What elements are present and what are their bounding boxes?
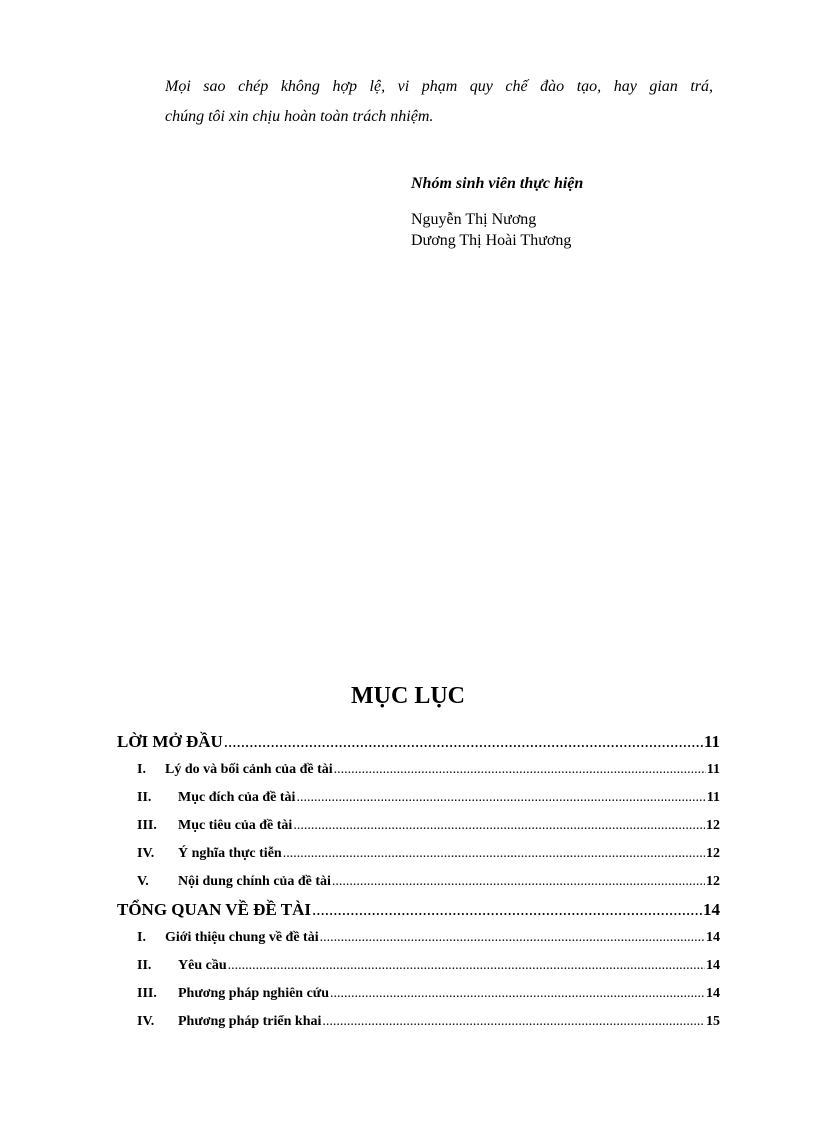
toc-section-label: Phương pháp nghiên cứu [178, 986, 329, 1001]
toc-page-number: 12 [706, 874, 720, 889]
toc-section[interactable] [117, 840, 720, 868]
toc-section-number: V. [137, 874, 149, 889]
toc-section[interactable] [117, 756, 720, 784]
toc-chapter-label: TỔNG QUAN VỀ ĐỀ TÀI [117, 900, 311, 919]
toc-chapter[interactable] [117, 728, 720, 756]
toc-page-number: 11 [703, 732, 720, 751]
signer-name: Nguyễn Thị Nương [411, 211, 537, 228]
toc-page-number: 14 [706, 986, 720, 1001]
toc-section-number: IV. [137, 846, 155, 861]
toc-section-label: Mục đích của đề tài [178, 790, 296, 805]
toc-leader-dots [224, 728, 703, 756]
toc-section-label: Phương pháp triển khai [178, 1014, 322, 1029]
toc-page-number: 14 [706, 930, 720, 945]
toc-leader-dots [296, 784, 705, 812]
toc-leader-dots [332, 868, 705, 896]
toc-leader-dots [330, 980, 705, 1008]
toc-section-number: II. [137, 790, 152, 805]
signers-block [411, 172, 583, 251]
toc-section-label: Ý nghĩa thực tiễn [178, 846, 282, 861]
toc-leader-dots [320, 924, 705, 952]
toc-page-number: 11 [706, 790, 720, 805]
toc-page-number: 14 [706, 958, 720, 973]
toc-chapter[interactable] [117, 896, 720, 924]
toc-section-number: II. [137, 958, 152, 973]
commitment-line-2: chúng tôi xin chịu hoàn toàn trách nhiệm. [165, 108, 434, 125]
toc-section-number: I. [137, 762, 146, 777]
toc-leader-dots [334, 756, 706, 784]
toc-section[interactable] [117, 784, 720, 812]
toc-section-number: III. [137, 986, 157, 1001]
toc-section-label: Giới thiệu chung về đề tài [165, 930, 319, 945]
toc-section[interactable] [117, 812, 720, 840]
toc-page-number: 12 [706, 846, 720, 861]
toc-leader-dots [228, 952, 705, 980]
toc-section-number: I. [137, 930, 146, 945]
commitment-statement [165, 72, 713, 132]
toc-leader-dots [322, 1008, 705, 1036]
toc-section-label: Mục tiêu của đề tài [178, 818, 293, 833]
toc-section[interactable] [117, 924, 720, 952]
signer-name: Dương Thị Hoài Thương [411, 232, 572, 249]
toc-page-number: 12 [706, 818, 720, 833]
toc-title: MỤC LỤC [351, 683, 465, 709]
commitment-line-1: Mọi sao chép không hợp lệ, vi phạm quy chế đào tạo, hay gian trá, [165, 78, 713, 95]
toc-leader-dots [293, 812, 705, 840]
toc-section[interactable] [117, 980, 720, 1008]
toc-page-number: 15 [706, 1014, 720, 1029]
toc-section-number: IV. [137, 1014, 155, 1029]
toc-page-number: 14 [703, 900, 720, 919]
toc-page-number: 11 [706, 762, 720, 777]
table-of-contents [117, 728, 720, 1036]
toc-section[interactable] [117, 952, 720, 980]
toc-section-label: Lý do và bối cảnh của đề tài [165, 762, 333, 777]
toc-section-number: III. [137, 818, 157, 833]
signers-title: Nhóm sinh viên thực hiện [411, 175, 584, 192]
toc-leader-dots [283, 840, 705, 868]
toc-section[interactable] [117, 1008, 720, 1036]
toc-section-label: Yêu cầu [178, 958, 227, 973]
toc-section-label: Nội dung chính của đề tài [178, 874, 331, 889]
toc-section[interactable] [117, 868, 720, 896]
toc-chapter-label: LỜI MỞ ĐẦU [117, 732, 223, 751]
toc-leader-dots [312, 896, 702, 924]
